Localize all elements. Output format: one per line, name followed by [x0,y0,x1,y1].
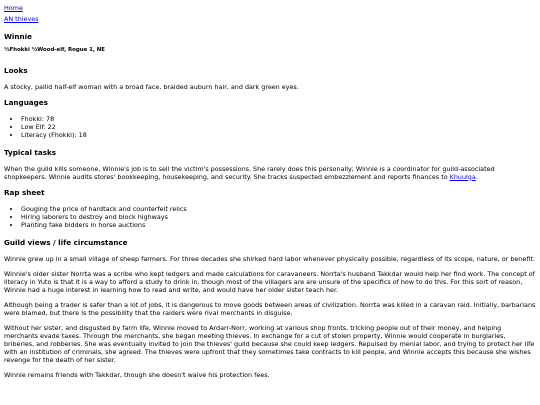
an-thieves-link[interactable]: AN thieves [4,15,39,23]
list-item: • Gouging the price of hardtack and counterfeit relics [21,205,536,213]
character-subtitle: ½Fhokki ½Wood-elf, Rogue 1, NE [4,47,105,53]
rap-sheet-heading: Rap sheet [4,187,45,197]
list-item: • Fhokki: 78 [21,115,536,123]
rap-sheet-section [4,188,536,229]
looks-heading: Looks [4,65,28,75]
typical-tasks-text [4,165,536,181]
typical-tasks-text-end: . [475,172,478,181]
list-item: • Hiring laborers to destroy and block highways [21,213,536,221]
khuulga-link[interactable]: Khuulga [449,172,476,181]
guild-views-paragraph: Without her sister, and disgusted by farm life, Winnie moved to Ardarr-Norr, working at various shop fronts, tricking people out of their money, and helping merchants evade taxes. Through the merchants, she began meeting thieves. In exchange for a cut of stolen property, Winnie would cooperate in burglaries, briberies, and robberies. She was eventually invited to join the thieves' guild because she could keep ledgers. Repulsed by menial labor, and trying to protect her life with an institution of criminals, she agreed. The thieves were upfront that they sometimes take contracts to kill people, and Winnie accepts this because she wishes revenge for the death of her sister. [4,323,535,364]
typical-tasks-section [4,148,536,181]
character-name: Winnie [4,32,32,41]
languages-heading: Languages [4,97,48,107]
languages-section [4,98,536,139]
list-item: • Planting fake bidders in horse auctions [21,221,536,229]
list-item: • Low Elf: 22 [21,123,536,131]
breadcrumb-nav [4,4,536,23]
typical-tasks-text-start: When the guild kills someone, Winnie's job is to sell the victim's possessions. She rarely does this personally; Winnie is a coordinator for guild-associated shopkeepers. Winnie audits stores' bookkeeping, housekeeping, and security. She tracks suspected embezzlement and reports finances to [4,164,495,181]
guild-views-section [4,238,536,379]
typical-tasks-heading: Typical tasks [4,147,57,157]
guild-views-paragraph: Winnie's older sister Norrta was a scribe who kept ledgers and made calculations for caravaneers. Norrta's husband Takkdar would help her find work. The concept of literacy in Yuto is that it is a way to afford a study to drink in, though most of the villagers are are unsure of the specifics of how to do this. For this sort of reason, Winnie had a huge interest in learning how to read and write, and would have her older sister teach her. [4,269,535,294]
list-item: • Literacy (Fhokki): 18 [21,131,536,139]
home-link[interactable]: Home [4,4,23,12]
guild-views-heading: Guild views / life circumstance [4,237,128,247]
guild-views-paragraph: Winnie remains friends with Takkdar, though she doesn't waive his protection fees. [4,370,270,379]
looks-section [4,66,536,91]
rap-sheet-list [4,205,536,229]
guild-views-paragraph: Winnie grew up in a small village of sheep farmers. For three decades she shirked hard labor whenever physically possible, regardless of its scope, nature, or benefit. [4,254,535,263]
looks-text: A stocky, pallid half-elf woman with a broad face, braided auburn hair, and dark green eyes. [4,82,299,91]
languages-list [4,115,536,139]
guild-views-paragraph: Although being a trader is safer than a lot of jobs, it is dangerous to move goods between areas of civilization. Norrta was killed in a caravan raid. Initially, barbarians were blamed, but there is the possibility that the raiders were rival merchants in disguise. [4,300,536,317]
